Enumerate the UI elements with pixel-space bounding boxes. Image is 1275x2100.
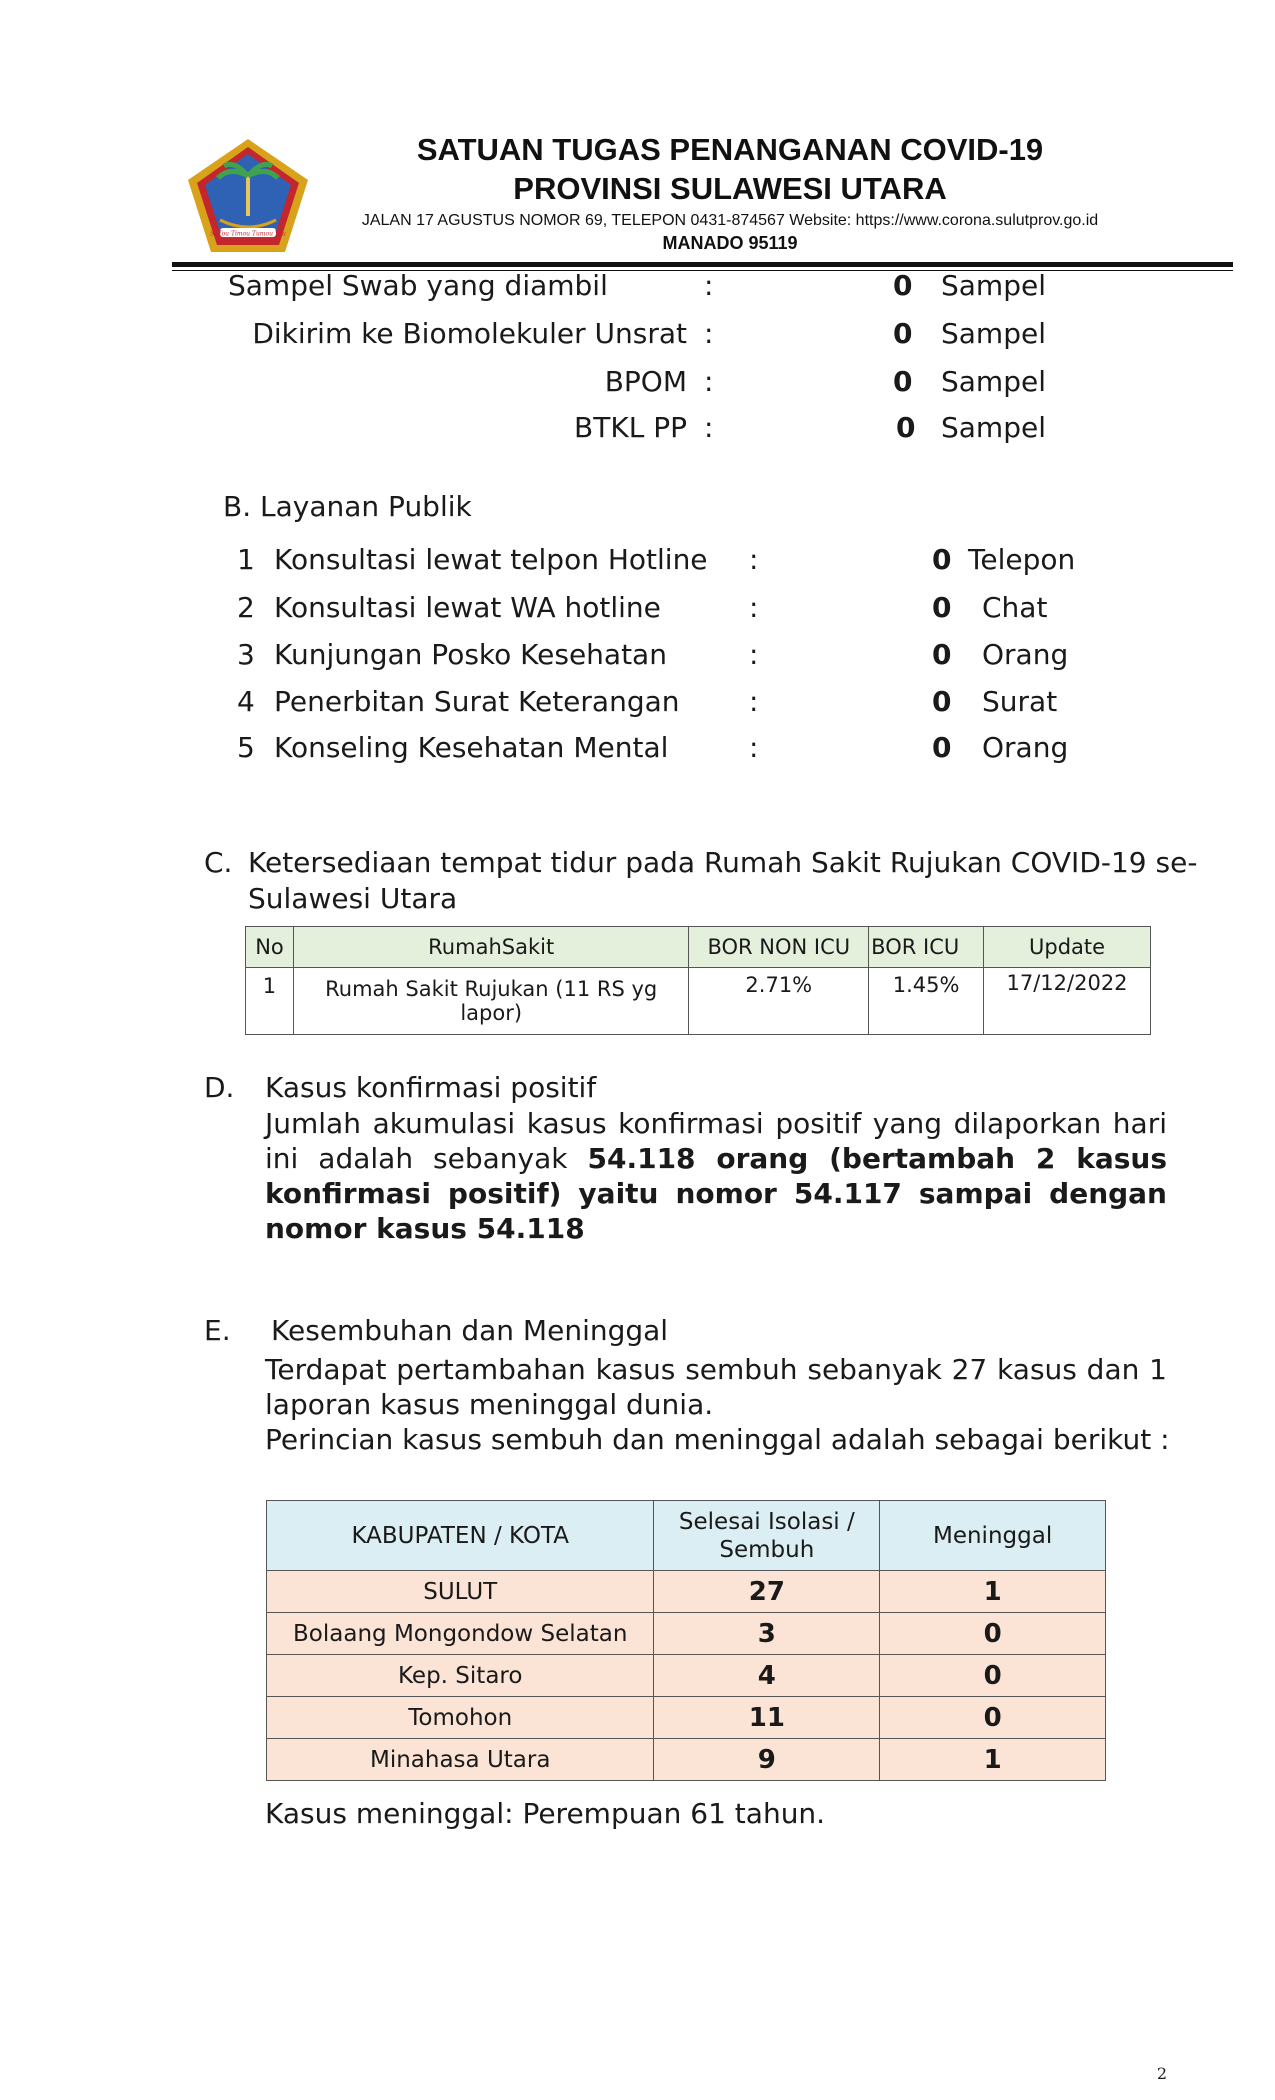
list-item-colon: : <box>749 731 759 764</box>
sample-label: Sampel Swab yang diambil <box>228 269 608 302</box>
list-item-number: 1 <box>237 543 255 576</box>
header-divider-thick <box>172 262 1233 267</box>
section-c-letter: C. <box>204 846 233 879</box>
list-item-value: 0 <box>932 638 952 671</box>
address-line: JALAN 17 AGUSTUS NOMOR 69, TELEPON 0431-874567 Website: https://www.corona.sulutprov.go.id <box>361 212 1099 229</box>
bed-availability-table <box>245 926 1151 1035</box>
column-header: BOR ICU <box>869 927 984 968</box>
recovery-paragraph: Terdapat pertambahan kasus sembuh sebanyak 27 kasus dan 1 laporan kasus meninggal dunia. <box>265 1353 1167 1421</box>
table-row <box>267 1571 1106 1613</box>
table-cell: 1.45% <box>869 968 984 1035</box>
recovered-cell: 9 <box>654 1739 880 1781</box>
logo-motto: Si Tou Timou Tumou Tou <box>210 230 286 238</box>
sample-colon: : <box>704 411 714 444</box>
breakdown-intro: Perincian kasus sembuh dan meninggal adalah sebagai berikut : <box>265 1423 1170 1456</box>
death-case-note: Kasus meninggal: Perempuan 61 tahun. <box>265 1797 826 1830</box>
list-item-number: 3 <box>237 638 255 671</box>
deaths-cell: 1 <box>880 1571 1106 1613</box>
sample-label: BTKL PP <box>574 411 687 444</box>
list-item-unit: Chat <box>982 591 1048 624</box>
page-subtitle: PROVINSI SULAWESI UTARA <box>513 171 947 206</box>
table-row <box>267 1739 1106 1781</box>
column-header: Update <box>984 927 1151 968</box>
sample-value: 0 <box>893 269 913 302</box>
region-cell: Kep. Sitaro <box>267 1655 654 1697</box>
table-row <box>267 1655 1106 1697</box>
region-cell: Bolaang Mongondow Selatan <box>267 1613 654 1655</box>
list-item-colon: : <box>749 591 759 624</box>
list-item-label: Konseling Kesehatan Mental <box>274 731 669 764</box>
list-item-value: 0 <box>932 731 952 764</box>
deaths-cell: 0 <box>880 1655 1106 1697</box>
sample-unit: Sampel <box>941 365 1046 398</box>
city-postal: MANADO 95119 <box>662 233 798 253</box>
list-item-label: Kunjungan Posko Kesehatan <box>274 638 667 671</box>
sample-unit: Sampel <box>941 411 1046 444</box>
section-d-letter: D. <box>204 1071 235 1104</box>
table-row <box>246 968 1151 1035</box>
list-item-value: 0 <box>932 685 952 718</box>
page-number: 2 <box>1156 2064 1167 2083</box>
table-cell: 17/12/2022 <box>984 968 1151 1035</box>
confirmed-cases-highlight: 54.118 orang (bertambah 2 kasus konfirmasi positif) yaitu nomor 54.117 sampai dengan nomor kasus 54.118 <box>265 1142 1168 1245</box>
sample-value: 0 <box>893 365 913 398</box>
list-item-unit: Orang <box>982 731 1069 764</box>
table-cell: 1 <box>246 968 294 1035</box>
region-cell: SULUT <box>267 1571 654 1613</box>
confirmed-cases-paragraph <box>265 1106 1167 1246</box>
sample-value: 0 <box>893 317 913 350</box>
list-item-unit: Orang <box>982 638 1069 671</box>
table-row <box>267 1613 1106 1655</box>
deaths-cell: 0 <box>880 1697 1106 1739</box>
sample-colon: : <box>704 269 714 302</box>
sample-value: 0 <box>896 411 916 444</box>
recovered-cell: 4 <box>654 1655 880 1697</box>
table-cell: 2.71% <box>689 968 869 1035</box>
table-row <box>267 1697 1106 1739</box>
provincial-emblem-logo <box>184 136 312 256</box>
region-cell: Minahasa Utara <box>267 1739 654 1781</box>
list-item-colon: : <box>749 638 759 671</box>
recovery-death-table <box>266 1500 1106 1781</box>
list-item-number: 4 <box>237 685 255 718</box>
recovered-cell: 27 <box>654 1571 880 1613</box>
confirmed-cases-text: Jumlah akumulasi kasus konfirmasi positif yang dilaporkan hari ini adalah sebanyak <box>265 1107 1167 1175</box>
section-d-heading: Kasus konfirmasi positif <box>265 1071 597 1104</box>
deaths-cell: 1 <box>880 1739 1106 1781</box>
list-item-unit: Surat <box>982 685 1058 718</box>
sample-unit: Sampel <box>941 317 1046 350</box>
section-e-letter: E. <box>204 1314 231 1347</box>
recovered-cell: 3 <box>654 1613 880 1655</box>
list-item-number: 5 <box>237 731 255 764</box>
table-header-row <box>267 1501 1106 1571</box>
sample-label: Dikirim ke Biomolekuler Unsrat <box>252 317 687 350</box>
recovered-cell: 11 <box>654 1697 880 1739</box>
table-cell: Rumah Sakit Rujukan (11 RS yg lapor) <box>293 968 688 1035</box>
list-item-colon: : <box>749 685 759 718</box>
sample-unit: Sampel <box>941 269 1046 302</box>
column-header: BOR NON ICU <box>689 927 869 968</box>
list-item-colon: : <box>749 543 759 576</box>
deaths-cell: 0 <box>880 1613 1106 1655</box>
list-item-value: 0 <box>932 543 952 576</box>
column-header: KABUPATEN / KOTA <box>267 1501 654 1571</box>
column-header: Meninggal <box>880 1501 1106 1571</box>
column-header: RumahSakit <box>293 927 688 968</box>
column-header: Selesai Isolasi / Sembuh <box>654 1501 880 1571</box>
table-header-row <box>246 927 1151 968</box>
list-item-unit: Telepon <box>968 543 1076 576</box>
section-b-heading: B. Layanan Publik <box>223 490 472 523</box>
region-cell: Tomohon <box>267 1697 654 1739</box>
list-item-value: 0 <box>932 591 952 624</box>
list-item-label: Konsultasi lewat telpon Hotline <box>274 543 708 576</box>
section-c-heading-cont: Sulawesi Utara <box>248 882 458 915</box>
sample-colon: : <box>704 317 714 350</box>
section-e-heading: Kesembuhan dan Meninggal <box>271 1314 669 1347</box>
column-header: No <box>246 927 294 968</box>
section-c-heading: Ketersediaan tempat tidur pada Rumah Sakit Rujukan COVID-19 se- <box>248 846 1198 879</box>
sample-colon: : <box>704 365 714 398</box>
page-title: SATUAN TUGAS PENANGANAN COVID-19 <box>416 132 1044 167</box>
sample-label: BPOM <box>604 365 687 398</box>
list-item-number: 2 <box>237 591 255 624</box>
list-item-label: Konsultasi lewat WA hotline <box>274 591 661 624</box>
list-item-label: Penerbitan Surat Keterangan <box>274 685 680 718</box>
